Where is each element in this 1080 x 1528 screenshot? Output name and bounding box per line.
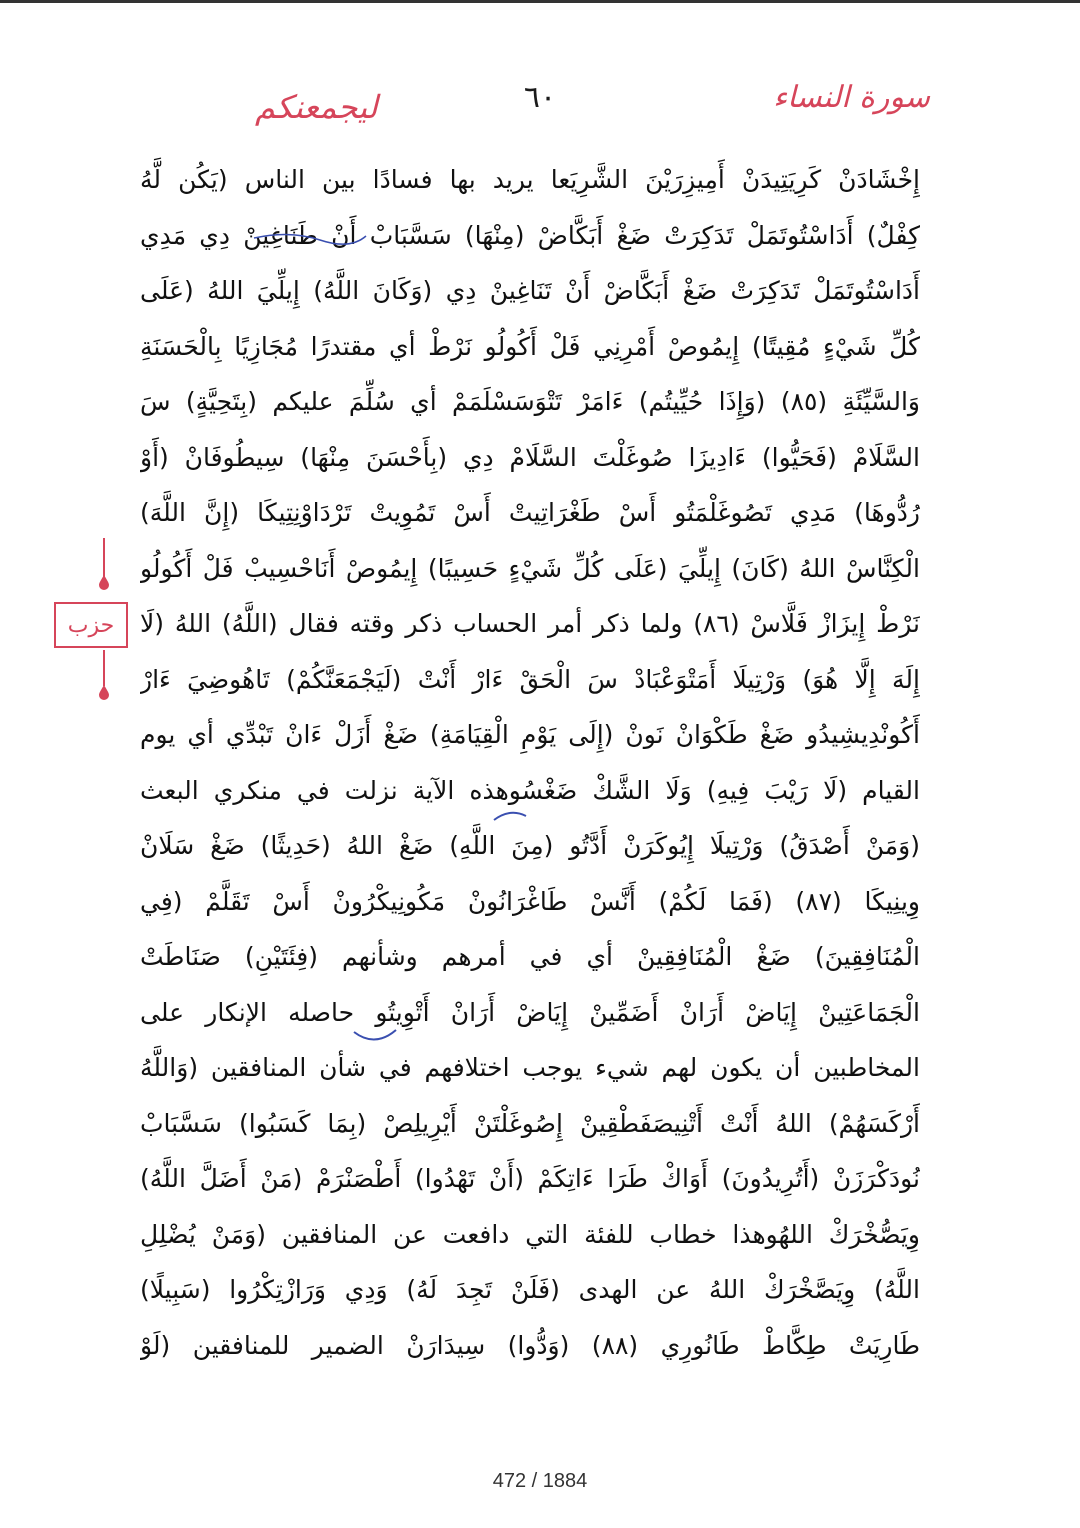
text-line: نَرْطْ إِيزَازْ فَلَّاسْ (٨٦) ولما ذكر أمر الحساب ذكر وقته فقال (اللَّهُ) اللهُ (لَا (140, 609, 920, 638)
text-line: إِخْشَادَنْ كَرِيَتِيدَنْ أَمِيزِرَيْنَ الشَّرِيَعا يريد بها فسادًا بين الناس (يَكُن لَّهُ (140, 165, 920, 194)
page-number: ٦٠ (523, 80, 557, 115)
margin-line-upper (103, 538, 105, 578)
text-line: رُدُّوهَا) مَدِي تَصُوغَلْمَتُو أَسْ طَغْرَاتِيتْ أَسْ تَمُوِيتْ تَرْدَاوْنِتِيكَا (إِنَّ اللَّهَ) (140, 498, 920, 527)
text-line: نُودَكْرَزَنْ (أَتُرِيدُونَ) أَوَاكْ طَرَا ءَاتِكَمْ (أَنْ تَهْدُوا) أَطْصَنْرَمْ (مَنْ أَضَلَّ اللَّهُ) (140, 1164, 920, 1193)
text-line: وَالسَّيِّئَةِ (٨٥) (وَإِذَا حُيِّيتُم) ءَامَرْ تَتْوَسَسْلَمَمْ أي سُلِّمَ عليكم (بِتَحِيَّةٍ) سَ (140, 387, 920, 416)
hizb-margin-mark: حزب (54, 602, 128, 648)
text-line: الْمُنَافِقِينَ) ضَغْ الْمُنَافِقِينْ أي في أمرهم وشأنهم (فِئَتَيْنِ) صَنَاطَتْ (140, 942, 920, 971)
text-line: كِفْلٌ) أَدَاسْتُوتَمَلْ تَدَكِرَتْ ضَغْ أَبَكَّاضْ (مِنْهَا) سَسَّبَابْ أَنْ طَنَاغِينْ دِي مَدِي (140, 220, 920, 250)
drop-icon (96, 684, 112, 700)
text-line: السَّلَامْ (فَحَيُّوا) ءَادِيزَا صُوغَلْتَ السَّلَامْ دِي (بِأَحْسَنَ مِنْهَا) سِيطُوفَانْ (أَوْ (140, 442, 920, 472)
text-line: طَارِيَتْ طِكَّاطْ طَانُورِي (٨٨) (وَدُّوا) سِيدَارَنْ الضمير للمنافقين (لَوْ (140, 1330, 920, 1360)
margin-line-lower (103, 650, 105, 686)
text-line: القيام (لَا رَيْبَ فِيهِ) وَلَا الشَّكْ ضَغْسُوهذه الآية نزلت في منكري البعث (140, 775, 920, 805)
handwritten-word-note: ليجمعنكم (255, 88, 378, 126)
page-header (0, 70, 1080, 140)
text-line: الْكِنَّاسْ اللهُ (كَانَ) إِيلِّيَ (عَلَى كُلِّ شَيْءٍ حَسِيبًا) إِيمُوصْ أَنَاحْسِيبْ فَلْ أَكُولُو (140, 553, 920, 583)
text-line: الْجَمَاعَتِينْ إِيَاضْ أَرَانْ أَضَمِّينْ إِيَاضْ أَرَانْ أَتْوِيتُو حاصله الإنكار على (140, 997, 920, 1027)
text-line: إِلَهَ إِلَّا هُوَ) وَرْتِيلَا أَمَتْوَعْبَادْ سَ الْحَقْ ءَارْ أَنْتْ (لَيَجْمَعَنَّكُمْ) تَاهُوضِيَ ءَارْ (140, 664, 920, 694)
text-line: (وَمَنْ أَصْدَقُ) وَرْتِيلَا إِيُوكَرَنْ أَدَّتُو (مِنَ اللَّهِ) ضَغْ اللهُ (حَدِيثًا) ضَغْ سَلَانْ (140, 831, 920, 860)
top-border (0, 0, 1080, 3)
text-line: المخاطبين أن يكون لهم شيء يوجب اختلافهم في شأن المنافقين (وَاللَّهُ (140, 1053, 920, 1082)
text-line: وِينِيكَا (٨٧) (فَمَا لَكُمْ) أَنَّسْ طَاغْرَانُونْ مَكُونِيكْرُونْ أَسْ تَقَلَّمْ (فِي (140, 886, 920, 916)
text-line: كُلِّ شَيْءٍ مُقِيتًا) إِيمُوصْ أَمْرِنِي فَلْ أَكُولُو نَرْطْ أي مقتدرًا مُجَازِيًا بِالْحَسَنَةِ (140, 331, 920, 361)
text-line: أَكُونْدِيشِيدُو ضَغْ طَكْوَانْ نَونْ (إِلَى يَوْمِ الْقِيَامَةِ) ضَغْ أَزَلْ ءَانْ تَبْدِّي أي يوم (140, 720, 920, 749)
surah-name-note: سورة النساء (773, 80, 930, 115)
text-line: وِيَصُّخْرَكْ اللهُوهذا خطاب للفئة التي دافعت عن المنافقين (وَمَنْ يُضْلِلِ (140, 1219, 920, 1249)
text-line: اللَّهُ) وِيَصَّخْرَكْ اللهُ عن الهدى (فَلَنْ تَجِدَ لَهُ) وَدِي وَرَازْتِكْرُوا (سَبِيلًا) (140, 1275, 920, 1304)
drop-icon (96, 574, 112, 590)
text-line: أَرْكَسَهُمْ) اللهُ أَنْتْ أَتْنِيصَفَطْقِينْ إِصُوغَلْتَنْ أَيْرِيلِصْ (بِمَا كَسَبُوا) سَسَّبَابْ (140, 1108, 920, 1138)
text-line: أَدَاسْتُوتَمَلْ تَدَكِرَتْ ضَغْ أَبَكَّاضْ أَنْ تَنَاغِينْ دِي (وَكَانَ اللَّهُ) إِيلِّيَ اللهُ (عَلَى (140, 276, 920, 305)
page-indicator: 472 / 1884 (492, 1470, 588, 1492)
body-text (140, 152, 920, 1373)
